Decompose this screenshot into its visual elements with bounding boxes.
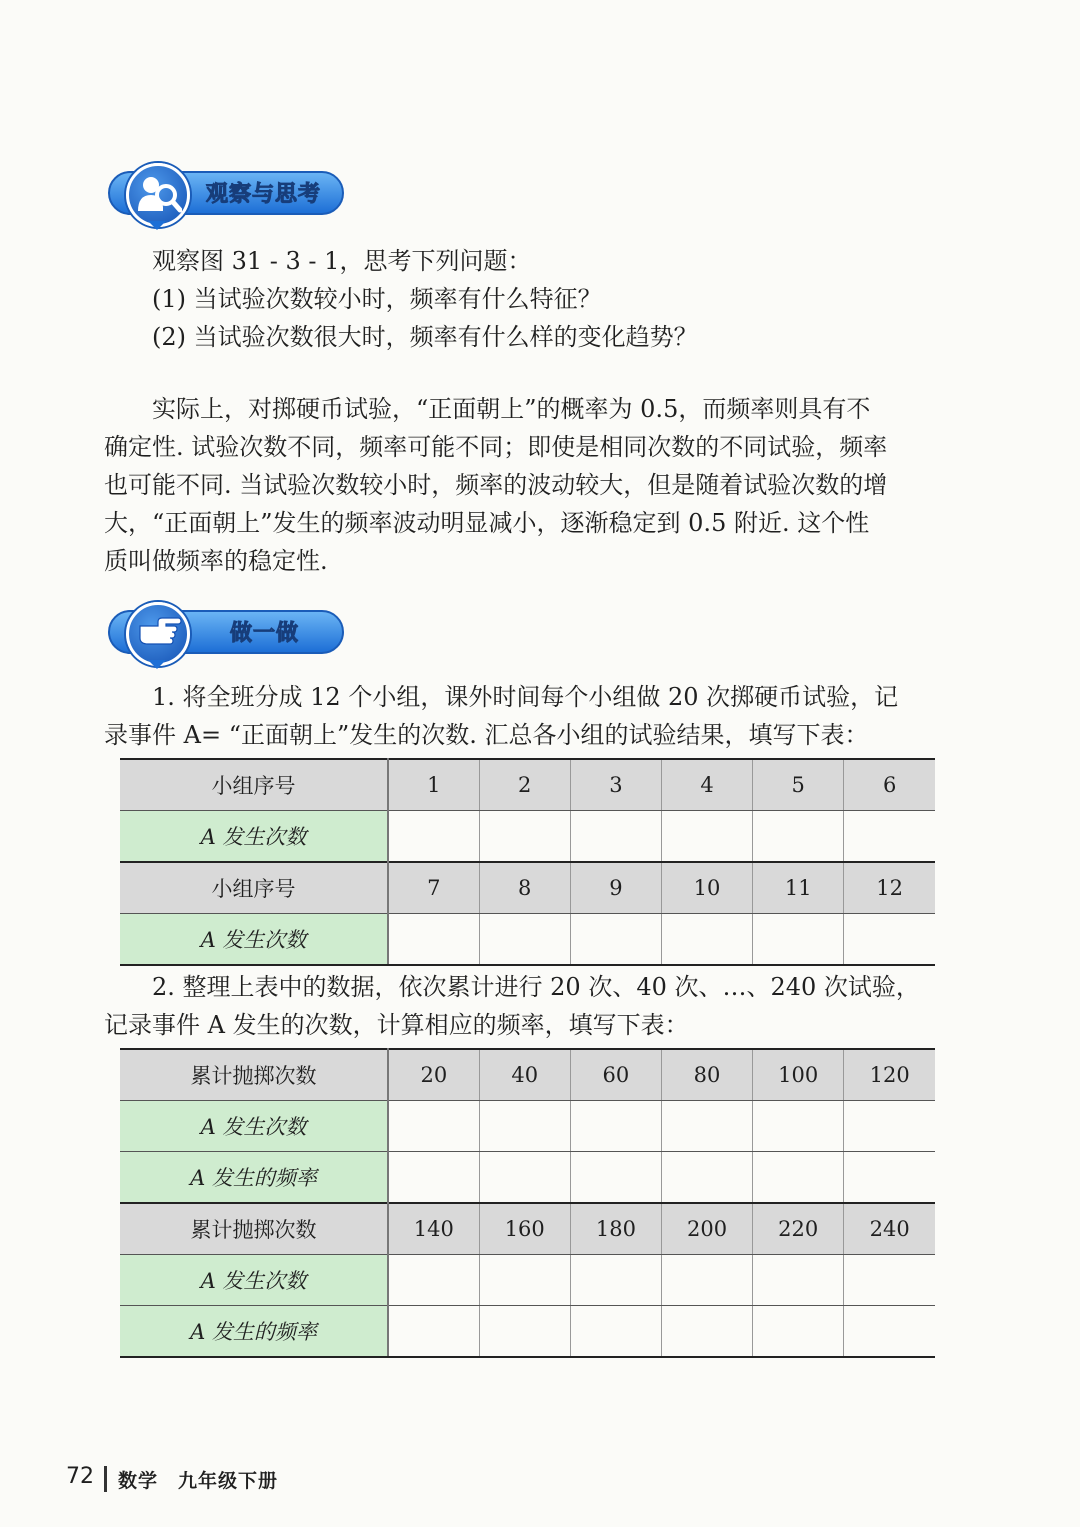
row-label: A 发生的频率: [120, 1306, 388, 1358]
empty-cell[interactable]: [661, 1101, 752, 1152]
table-cell: 4: [661, 759, 752, 811]
table-cell: 10: [661, 862, 752, 914]
table-cell: 7: [388, 862, 479, 914]
table-cell: 120: [844, 1049, 935, 1101]
table-cell: 40: [479, 1049, 570, 1101]
task-line: 1. 将全班分成 12 个小组，课外时间每个小组做 20 次掷硬币试验，记: [152, 683, 899, 711]
empty-cell[interactable]: [570, 1306, 661, 1358]
table-cell: 220: [753, 1203, 844, 1255]
table-row: [120, 1152, 935, 1204]
empty-cell[interactable]: [388, 1101, 479, 1152]
header-arrow: [148, 221, 166, 230]
empty-cell[interactable]: [753, 1306, 844, 1358]
task-line: 记录事件 A 发生的次数，计算相应的频率，填写下表：: [104, 1011, 689, 1039]
table-cell: 5: [753, 759, 844, 811]
empty-cell[interactable]: [388, 1152, 479, 1204]
empty-cell[interactable]: [661, 811, 752, 863]
empty-cell[interactable]: [479, 1306, 570, 1358]
cumulative-frequency-table: [120, 1048, 935, 1358]
table-cell: 6: [844, 759, 935, 811]
empty-cell[interactable]: [479, 1152, 570, 1204]
paragraph-line: 实际上，对掷硬币试验，“正面朝上”的概率为 0.5，而频率则具有不: [152, 395, 871, 423]
task-1-text: [104, 678, 898, 754]
table-row: [120, 1306, 935, 1358]
page-number: 72: [66, 1464, 94, 1489]
paragraph-line: 确定性. 试验次数不同，频率可能不同；即使是相同次数的不同试验，频率: [104, 433, 888, 461]
task-2-text: [104, 968, 920, 1044]
question-intro: 观察图 31 - 3 - 1，思考下列问题：: [152, 247, 532, 275]
table-cell: 180: [570, 1203, 661, 1255]
empty-cell[interactable]: [661, 1306, 752, 1358]
observe-questions: [152, 242, 698, 356]
empty-cell[interactable]: [844, 1152, 935, 1204]
empty-cell[interactable]: [661, 1152, 752, 1204]
table-cell: 160: [479, 1203, 570, 1255]
empty-cell[interactable]: [479, 914, 570, 966]
empty-cell[interactable]: [388, 1255, 479, 1306]
table-cell: 20: [388, 1049, 479, 1101]
row-label: 累计抛掷次数: [120, 1049, 388, 1101]
table-cell: 80: [661, 1049, 752, 1101]
table-row: [120, 1049, 935, 1101]
empty-cell[interactable]: [753, 1152, 844, 1204]
table-cell: 60: [570, 1049, 661, 1101]
table-cell: 12: [844, 862, 935, 914]
observe-think-header: [98, 163, 348, 227]
question-2: (2) 当试验次数很大时，频率有什么样的变化趋势？: [152, 323, 698, 351]
empty-cell[interactable]: [844, 914, 935, 966]
paragraph-line: 大，“正面朝上”发生的频率波动明显减小，逐渐稳定到 0.5 附近. 这个性: [104, 509, 870, 537]
table-cell: 11: [753, 862, 844, 914]
task-line: 录事件 A= “正面朝上”发生的次数. 汇总各小组的试验结果，填写下表：: [104, 721, 869, 749]
table-row: [120, 811, 935, 863]
table-cell: 3: [570, 759, 661, 811]
row-label: A 发生次数: [120, 914, 388, 966]
table-row: [120, 914, 935, 966]
table-row: [120, 1255, 935, 1306]
book-title: 数学 九年级下册: [118, 1470, 279, 1492]
try-it-header: [98, 602, 348, 666]
row-label: 小组序号: [120, 862, 388, 914]
empty-cell[interactable]: [479, 1255, 570, 1306]
task-line: 2. 整理上表中的数据，依次累计进行 20 次、40 次、…、240 次试验，: [152, 973, 920, 1001]
empty-cell[interactable]: [479, 811, 570, 863]
empty-cell[interactable]: [388, 811, 479, 863]
empty-cell[interactable]: [844, 1306, 935, 1358]
table-row: [120, 862, 935, 914]
empty-cell[interactable]: [570, 811, 661, 863]
paragraph-line: 质叫做频率的稳定性.: [104, 547, 328, 575]
table-cell: 100: [753, 1049, 844, 1101]
empty-cell[interactable]: [753, 811, 844, 863]
table-row: [120, 1203, 935, 1255]
table-cell: 8: [479, 862, 570, 914]
row-label: A 发生次数: [120, 811, 388, 863]
row-label: 累计抛掷次数: [120, 1203, 388, 1255]
row-label: A 发生次数: [120, 1255, 388, 1306]
empty-cell[interactable]: [844, 1101, 935, 1152]
table-cell: 200: [661, 1203, 752, 1255]
table-cell: 2: [479, 759, 570, 811]
table-cell: 240: [844, 1203, 935, 1255]
section-title: 观察与思考: [206, 182, 322, 207]
question-1: (1) 当试验次数较小时，频率有什么特征？: [152, 285, 602, 313]
empty-cell[interactable]: [388, 914, 479, 966]
empty-cell[interactable]: [388, 1306, 479, 1358]
empty-cell[interactable]: [570, 1255, 661, 1306]
table-row: [120, 1101, 935, 1152]
row-label: A 发生的频率: [120, 1152, 388, 1204]
empty-cell[interactable]: [753, 1101, 844, 1152]
empty-cell[interactable]: [753, 1255, 844, 1306]
group-results-table: [120, 758, 935, 966]
header-arrow: [148, 660, 166, 669]
footer-divider: [104, 1466, 107, 1492]
stability-paragraph: [104, 390, 887, 580]
empty-cell[interactable]: [661, 1255, 752, 1306]
empty-cell[interactable]: [844, 1255, 935, 1306]
empty-cell[interactable]: [661, 914, 752, 966]
paragraph-line: 也可能不同. 当试验次数较小时，频率的波动较大，但是随着试验次数的增: [104, 471, 888, 499]
empty-cell[interactable]: [570, 1101, 661, 1152]
empty-cell[interactable]: [844, 811, 935, 863]
empty-cell[interactable]: [570, 914, 661, 966]
section-title: 做一做: [230, 621, 300, 646]
table-cell: 9: [570, 862, 661, 914]
table-cell: 1: [388, 759, 479, 811]
empty-cell[interactable]: [479, 1101, 570, 1152]
table-row: [120, 759, 935, 811]
row-label: 小组序号: [120, 759, 388, 811]
empty-cell[interactable]: [753, 914, 844, 966]
table-cell: 140: [388, 1203, 479, 1255]
empty-cell[interactable]: [570, 1152, 661, 1204]
row-label: A 发生次数: [120, 1101, 388, 1152]
